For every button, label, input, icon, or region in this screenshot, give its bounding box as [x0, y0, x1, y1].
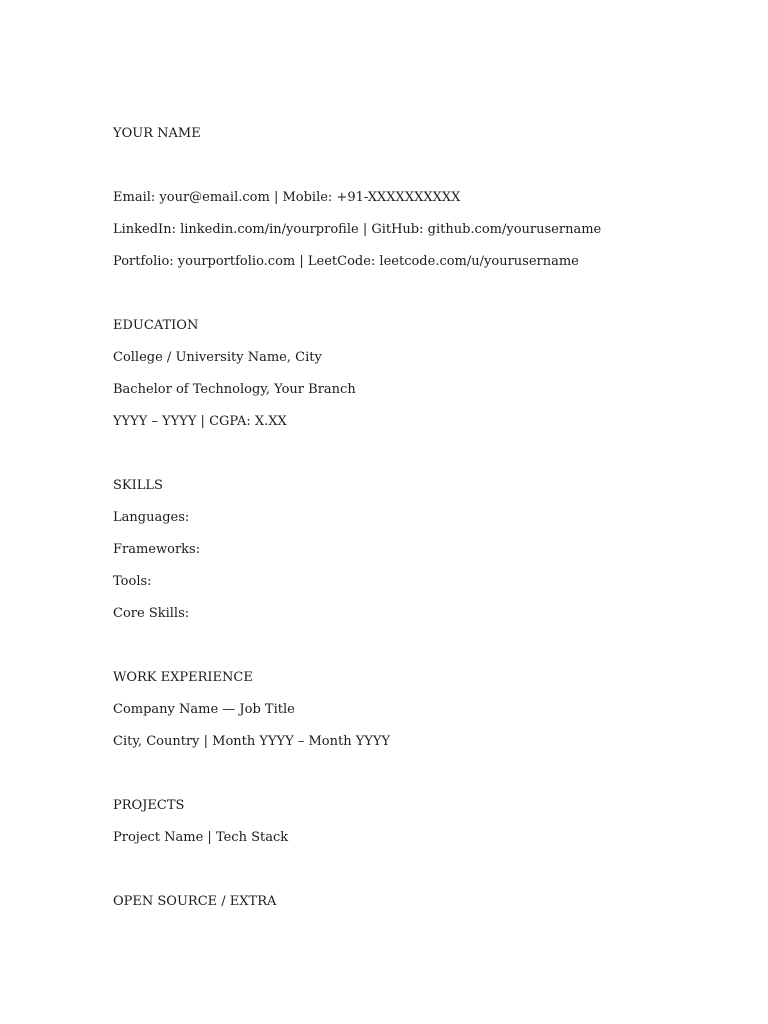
candidate-name: YOUR NAME	[113, 126, 201, 141]
contact-linkedin-github: LinkedIn: linkedin.com/in/yourprofile | GitHub: github.com/yourusername	[113, 222, 602, 237]
education-dates: YYYY – YYYY | CGPA: X.XX	[113, 414, 287, 429]
work-heading: WORK EXPERIENCE	[113, 670, 253, 685]
skills-heading: SKILLS	[113, 478, 163, 493]
work-company-title: Company Name — Job Title	[113, 702, 295, 717]
education-institution: College / University Name, City	[113, 350, 322, 365]
projects-heading: PROJECTS	[113, 798, 185, 813]
work-location-dates: City, Country | Month YYYY – Month YYYY	[113, 734, 391, 749]
extra-heading: OPEN SOURCE / EXTRA	[113, 894, 277, 909]
skills-tools: Tools:	[113, 574, 152, 589]
education-heading: EDUCATION	[113, 318, 199, 333]
education-degree: Bachelor of Technology, Your Branch	[113, 382, 356, 397]
project-item: Project Name | Tech Stack	[113, 830, 289, 845]
contact-email-mobile: Email: your@email.com | Mobile: +91-XXXXXXXXXX	[113, 190, 461, 205]
contact-portfolio-leetcode: Portfolio: yourportfolio.com | LeetCode: leetcode.com/u/yourusername	[113, 254, 579, 269]
skills-core: Core Skills:	[113, 606, 190, 621]
skills-languages: Languages:	[113, 510, 190, 525]
skills-frameworks: Frameworks:	[113, 542, 201, 557]
